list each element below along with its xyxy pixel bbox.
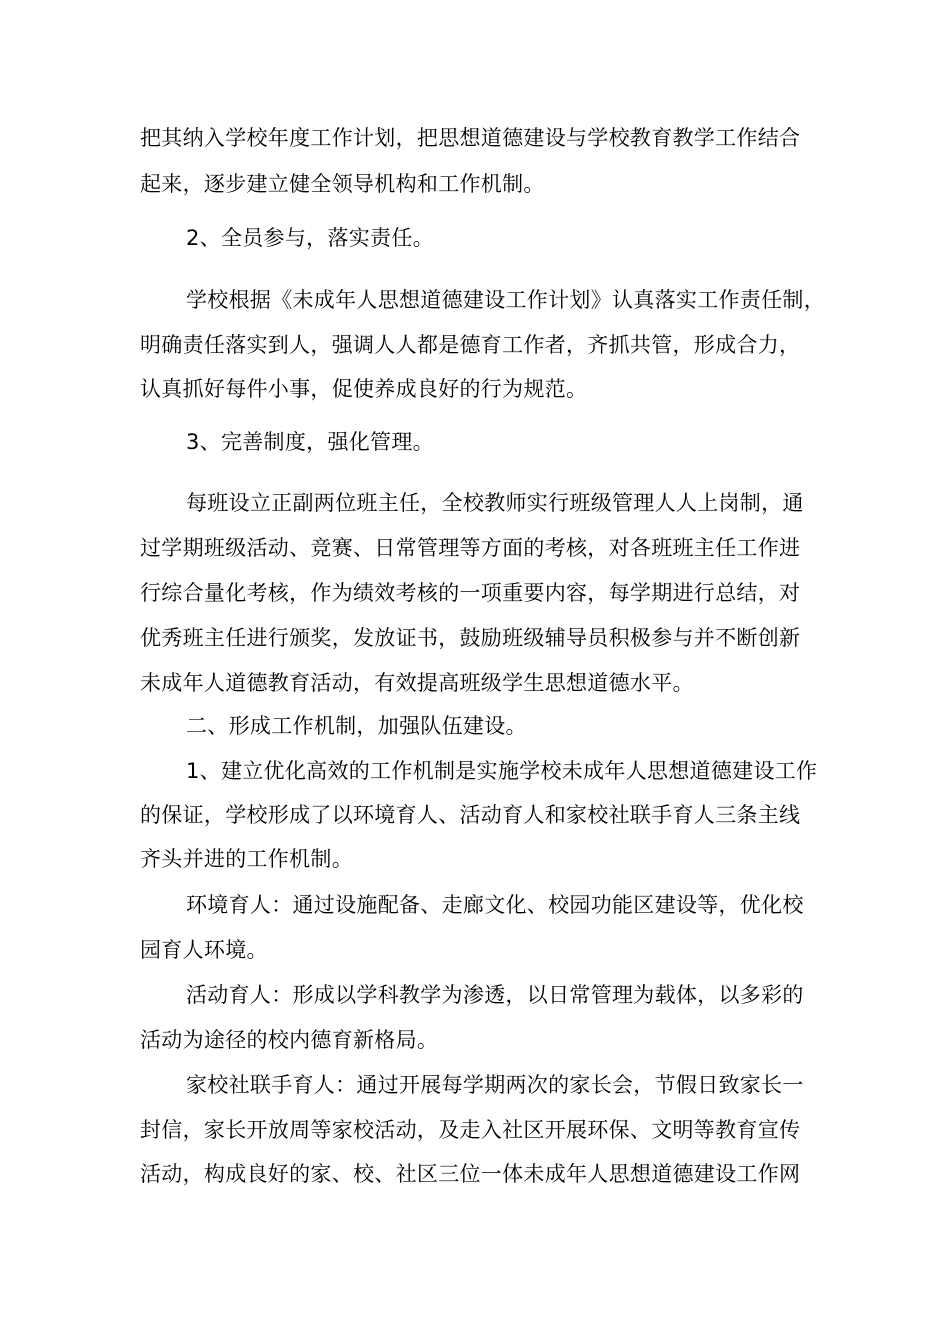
text-line: 未成年人道德教育活动，有效提高班级学生思想道德水平。 — [140, 671, 694, 695]
text-line: 齐头并进的工作机制。 — [140, 847, 353, 871]
section-heading: 二、形成工作机制，加强队伍建设。 — [186, 714, 527, 738]
section-heading: 2、全员参与，落实责任。 — [186, 226, 434, 250]
text-line: 活动为途径的校内德育新格局。 — [140, 1028, 439, 1052]
text-line: 园育人环境。 — [140, 938, 268, 962]
text-line: 认真抓好每件小事，促使养成良好的行为规范。 — [140, 377, 588, 401]
text-line: 明确责任落实到人，强调人人都是德育工作者，齐抓共管，形成合力， — [140, 333, 801, 357]
section-heading: 3、完善制度，强化管理。 — [186, 430, 434, 454]
text-line: 过学期班级活动、竞赛、日常管理等方面的考核，对各班班主任工作进 — [140, 536, 801, 560]
text-line: 家校社联手育人：通过开展每学期两次的家长会，节假日致家长一 — [186, 1073, 804, 1097]
text-line: 活动，构成良好的家、校、社区三位一体未成年人思想道德建设工作网 — [140, 1162, 801, 1186]
text-line: 封信，家长开放周等家校活动，及走入社区开展环保、文明等教育宣传 — [140, 1118, 801, 1142]
text-line: 优秀班主任进行颁奖，发放证书，鼓励班级辅导员积极参与并不断创新 — [140, 626, 801, 650]
text-line: 1、建立优化高效的工作机制是实施学校未成年人思想道德建设工作 — [186, 759, 818, 783]
text-line: 学校根据《未成年人思想道德建设工作计划》认真落实工作责任制， — [186, 288, 825, 312]
text-line: 活动育人：形成以学科教学为渗透，以日常管理为载体，以多彩的 — [186, 983, 804, 1007]
text-line: 把其纳入学校年度工作计划，把思想道德建设与学校教育教学工作结合 — [140, 126, 801, 150]
text-line: 行综合量化考核，作为绩效考核的一项重要内容，每学期进行总结，对 — [140, 581, 801, 605]
text-line: 环境育人：通过设施配备、走廊文化、校园功能区建设等，优化校 — [186, 893, 804, 917]
text-line: 的保证，学校形成了以环境育人、活动育人和家校社联手育人三条主线 — [140, 803, 801, 827]
text-line: 每班设立正副两位班主任，全校教师实行班级管理人人上岗制，通 — [186, 491, 804, 515]
text-line: 起来，逐步建立健全领导机构和工作机制。 — [140, 172, 545, 196]
